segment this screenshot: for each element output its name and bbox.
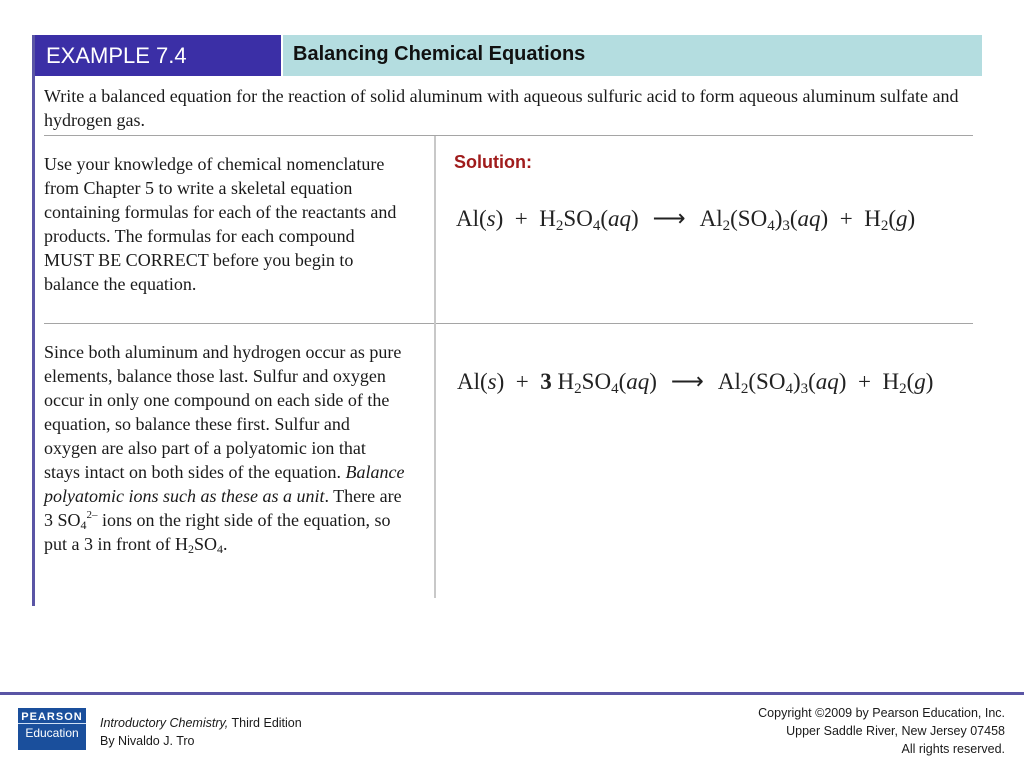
reaction-arrow: ⟶ [670, 369, 704, 394]
copyright-line-2: Upper Saddle River, New Jersey 07458 [786, 724, 1005, 738]
left-accent-rule [32, 35, 35, 606]
divider-top [44, 135, 973, 136]
problem-statement: Write a balanced equation for the reaction of solid aluminum with aqueous sulfuric acid to form aqueous aluminum sulfate and hydrogen gas. [44, 86, 959, 130]
reaction-arrow: ⟶ [652, 206, 686, 231]
book-info [100, 714, 302, 750]
slide-title: Balancing Chemical Equations [283, 35, 982, 76]
step-2-instructions: Since both aluminum and hydrogen occur as pure elements, balance those last. Sulfur and oxygen occur in only one compound on each side of the equation, so balance these first. Sulfur and oxygen are also part of a polyatomic ion that stays intact on both sides of the equation. Balance polyatomic ions such as these as a unit. There are 3 $SO_4^{2-}$ ions on the right side of the equation, so put a 3 in front of $H_2SO_4$. [44, 342, 405, 556]
step-1-instructions: Use your knowledge of chemical nomenclature from Chapter 5 to write a skeletal equation containing formulas for each of the reactants and products. The formulas for each compound MUST BE CORRECT before you begin to balance the equation. [44, 154, 397, 294]
coefficient-3: 3 [540, 369, 552, 394]
copyright-line-3: All rights reserved. [901, 742, 1005, 756]
logo-top-text: PEARSON [18, 708, 86, 724]
book-title: Introductory Chemistry, [100, 716, 229, 730]
partially-balanced-equation: Al(s) + 3 $H_2SO_4(aq)$ ⟶ $Al_2(SO_4)_3(aq) + H_2(g)$ [457, 369, 934, 397]
pearson-logo [18, 708, 86, 750]
skeletal-equation: $Al(s) + H_2SO_4(aq)$ ⟶ $Al_2(SO_4)_3(aq) + H_2(g)$ [456, 206, 916, 234]
book-edition: Third Edition [228, 716, 302, 730]
column-divider [434, 136, 436, 598]
logo-bottom-text: Education [25, 726, 79, 740]
copyright-notice [758, 704, 1005, 758]
copyright-line-1: Copyright ©2009 by Pearson Education, Inc. [758, 706, 1005, 720]
book-author: By Nivaldo J. Tro [100, 734, 195, 748]
footer-rule [0, 692, 1024, 695]
solution-label: Solution: [454, 152, 532, 172]
example-badge: EXAMPLE 7.4 [35, 35, 281, 76]
divider-middle [44, 323, 973, 324]
